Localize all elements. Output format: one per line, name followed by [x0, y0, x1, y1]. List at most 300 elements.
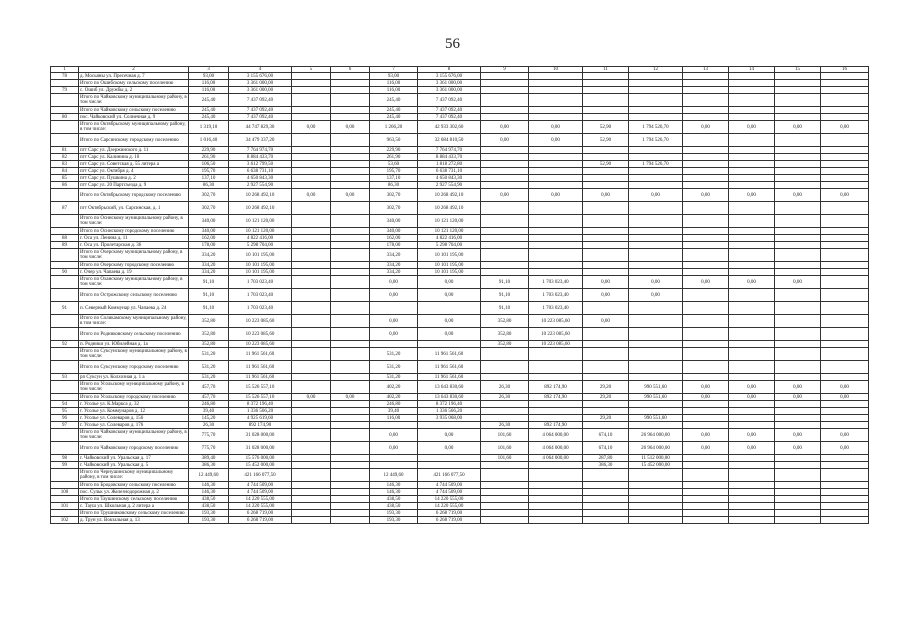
value-cell: [481, 462, 529, 469]
value-cell: 0,00: [729, 394, 775, 401]
value-cell: [729, 415, 775, 422]
value-cell: [629, 517, 683, 524]
value-cell: [683, 249, 729, 262]
value-cell: 457,70: [189, 381, 229, 394]
value-cell: [583, 262, 629, 269]
value-cell: [729, 361, 775, 374]
value-cell: [775, 302, 821, 315]
table-row: [51, 361, 869, 374]
value-cell: [729, 455, 775, 462]
value-cell: [292, 161, 331, 168]
value-cell: 261,90: [189, 154, 229, 161]
value-cell: 26,30: [481, 394, 529, 401]
value-cell: [629, 154, 683, 161]
value-cell: 302,70: [189, 202, 229, 215]
value-cell: [292, 134, 331, 147]
value-cell: [629, 341, 683, 348]
value-cell: [821, 489, 869, 496]
value-cell: 334,20: [370, 269, 418, 276]
value-cell: 302,70: [189, 189, 229, 202]
address-cell: г. Усолье ул. Коммунаров д. 12: [79, 408, 189, 415]
value-cell: [481, 482, 529, 489]
value-cell: [331, 489, 370, 496]
value-cell: [821, 422, 869, 429]
value-cell: 193,30: [370, 510, 418, 517]
table-row: [51, 489, 869, 496]
value-cell: 91,10: [189, 276, 229, 289]
value-cell: [529, 496, 583, 503]
table-row: [51, 242, 869, 249]
value-cell: [683, 107, 729, 114]
value-cell: [775, 361, 821, 374]
value-cell: 0,00: [529, 121, 583, 134]
value-cell: [629, 235, 683, 242]
value-cell: [583, 175, 629, 182]
value-cell: [331, 422, 370, 429]
value-cell: [583, 482, 629, 489]
address-cell: г. Оса ул. Ленина д. 11: [79, 235, 189, 242]
value-cell: [775, 289, 821, 302]
row-number-cell: 91: [51, 302, 79, 315]
value-cell: 352,80: [189, 328, 229, 341]
value-cell: [481, 175, 529, 182]
value-cell: [683, 87, 729, 94]
value-cell: 11 512 000,00: [629, 455, 683, 462]
value-cell: 7 437 092,40: [229, 107, 292, 114]
value-cell: 11 961 561,60: [229, 348, 292, 361]
value-cell: 8 884 433,70: [229, 154, 292, 161]
value-cell: 1 266,20: [370, 121, 418, 134]
value-cell: [331, 182, 370, 189]
value-cell: [729, 242, 775, 249]
value-cell: [821, 87, 869, 94]
value-cell: [775, 462, 821, 469]
value-cell: 340,00: [370, 215, 418, 228]
row-number-cell: [51, 469, 79, 482]
value-cell: 389,40: [189, 455, 229, 462]
value-cell: [821, 73, 869, 80]
value-cell: 4 650 843,30: [229, 175, 292, 182]
value-cell: 0,00: [775, 429, 821, 442]
value-cell: [629, 489, 683, 496]
value-cell: 402,20: [370, 381, 418, 394]
address-cell: пгт Сарс ул. Октября д. 4: [79, 168, 189, 175]
value-cell: [629, 182, 683, 189]
value-cell: [529, 202, 583, 215]
value-cell: 302,70: [370, 202, 418, 215]
value-cell: [583, 341, 629, 348]
value-cell: 0,00: [821, 394, 869, 401]
address-cell: г. Чайковский ул. Уральская д. 5: [79, 462, 189, 469]
address-cell: Итого по Осинскому муниципальному району, в том числе:: [79, 215, 189, 228]
value-cell: 116,00: [189, 80, 229, 87]
value-cell: 0,00: [629, 276, 683, 289]
value-cell: [775, 202, 821, 215]
value-cell: 4 744 509,00: [229, 482, 292, 489]
value-cell: [331, 341, 370, 348]
value-cell: [331, 415, 370, 422]
value-cell: 4 064 000,00: [529, 442, 583, 455]
value-cell: [481, 401, 529, 408]
value-cell: [481, 503, 529, 510]
value-cell: [775, 328, 821, 341]
value-cell: [529, 348, 583, 361]
address-cell: д. Мосьяны ул. Пресечная д. 7: [79, 73, 189, 80]
table-row: [51, 496, 869, 503]
value-cell: 4 650 843,30: [418, 175, 481, 182]
table-row: [51, 154, 869, 161]
value-cell: [629, 249, 683, 262]
row-number-cell: [51, 429, 79, 442]
value-cell: 6 268 719,00: [418, 510, 481, 517]
value-cell: 0,00: [683, 442, 729, 455]
value-cell: [729, 73, 775, 80]
value-cell: 39,40: [370, 408, 418, 415]
value-cell: 1 818 272,80: [418, 161, 481, 168]
value-cell: [775, 408, 821, 415]
value-cell: 195,70: [189, 168, 229, 175]
table-row: [51, 415, 869, 422]
row-number-cell: [51, 482, 79, 489]
value-cell: [775, 482, 821, 489]
row-number-cell: 80: [51, 114, 79, 121]
value-cell: [683, 289, 729, 302]
value-cell: [683, 482, 729, 489]
column-number: 16: [821, 67, 869, 73]
value-cell: 137,10: [370, 175, 418, 182]
value-cell: [370, 341, 418, 348]
value-cell: [529, 469, 583, 482]
address-cell: Итого по Бродовскому сельскому поселению: [79, 482, 189, 489]
address-cell: Итого по Октябрьскому городскому поселению: [79, 189, 189, 202]
value-cell: [583, 510, 629, 517]
value-cell: 1 016,40: [189, 134, 229, 147]
value-cell: [481, 408, 529, 415]
value-cell: 438,50: [370, 496, 418, 503]
value-cell: [481, 228, 529, 235]
value-cell: [529, 489, 583, 496]
value-cell: [775, 262, 821, 269]
value-cell: 531,20: [189, 374, 229, 381]
value-cell: 11 961 561,60: [229, 374, 292, 381]
value-cell: [529, 415, 583, 422]
value-cell: 0,00: [629, 289, 683, 302]
value-cell: [583, 168, 629, 175]
value-cell: 0,00: [729, 276, 775, 289]
value-cell: 1 336 566,20: [418, 408, 481, 415]
value-cell: 137,10: [189, 175, 229, 182]
value-cell: 674,10: [583, 442, 629, 455]
value-cell: [583, 374, 629, 381]
value-cell: [775, 517, 821, 524]
column-number: 9: [481, 67, 529, 73]
value-cell: [683, 175, 729, 182]
value-cell: 10 121 120,00: [229, 215, 292, 228]
value-cell: 0,00: [775, 394, 821, 401]
table-row: [51, 455, 869, 462]
value-cell: [292, 147, 331, 154]
address-cell: Итого по Трушниковскому сельскому поселению: [79, 510, 189, 517]
value-cell: 4 744 509,00: [229, 489, 292, 496]
value-cell: [481, 202, 529, 215]
value-cell: [629, 503, 683, 510]
value-cell: 352,80: [189, 315, 229, 328]
table-row: [51, 328, 869, 341]
value-cell: [331, 168, 370, 175]
address-cell: Итого по Чернушинскому муниципальному району, в том числе:: [79, 469, 189, 482]
value-cell: 0,00: [729, 429, 775, 442]
value-cell: [683, 315, 729, 328]
value-cell: [292, 242, 331, 249]
value-cell: [292, 361, 331, 374]
value-cell: 91,10: [189, 289, 229, 302]
value-cell: 352,80: [481, 315, 529, 328]
row-number-cell: [51, 262, 79, 269]
value-cell: [331, 215, 370, 228]
row-number-cell: [51, 394, 79, 401]
value-cell: 4 064 000,00: [529, 455, 583, 462]
value-cell: 4 064 000,00: [529, 429, 583, 442]
value-cell: [729, 401, 775, 408]
value-cell: 0,00: [775, 121, 821, 134]
column-number: 14: [729, 67, 775, 73]
table-row: [51, 442, 869, 455]
value-cell: 7 437 092,40: [229, 114, 292, 121]
value-cell: [292, 415, 331, 422]
value-cell: [729, 235, 775, 242]
value-cell: [583, 469, 629, 482]
value-cell: 0,00: [683, 429, 729, 442]
row-number-cell: 81: [51, 147, 79, 154]
value-cell: [629, 73, 683, 80]
value-cell: 892 174,90: [529, 394, 583, 401]
value-cell: [481, 242, 529, 249]
value-cell: 3 935 068,00: [418, 415, 481, 422]
value-cell: [529, 114, 583, 121]
value-cell: 10 223 085,60: [229, 341, 292, 348]
value-cell: 334,20: [370, 262, 418, 269]
table-row: [51, 215, 869, 228]
value-cell: [821, 147, 869, 154]
value-cell: [583, 202, 629, 215]
value-cell: [821, 328, 869, 341]
page-number: 56: [445, 36, 460, 52]
value-cell: [292, 517, 331, 524]
value-cell: [629, 361, 683, 374]
value-cell: 39,40: [189, 408, 229, 415]
value-cell: 14 220 555,00: [418, 496, 481, 503]
value-cell: [729, 94, 775, 107]
value-cell: [331, 249, 370, 262]
value-cell: [821, 154, 869, 161]
value-cell: [629, 496, 683, 503]
value-cell: 3 361 000,00: [418, 80, 481, 87]
value-cell: [821, 262, 869, 269]
value-cell: 26 964 000,00: [629, 429, 683, 442]
value-cell: [529, 249, 583, 262]
value-cell: [775, 80, 821, 87]
value-cell: [729, 341, 775, 348]
value-cell: 162,00: [189, 235, 229, 242]
value-cell: [683, 235, 729, 242]
value-cell: [292, 87, 331, 94]
value-cell: [629, 87, 683, 94]
value-cell: [775, 107, 821, 114]
value-cell: [629, 202, 683, 215]
value-cell: [683, 462, 729, 469]
value-cell: [683, 401, 729, 408]
table-row: [51, 517, 869, 524]
value-cell: [821, 215, 869, 228]
row-number-cell: 96: [51, 415, 79, 422]
value-cell: [583, 422, 629, 429]
value-cell: [292, 510, 331, 517]
value-cell: 13 643 830,60: [418, 381, 481, 394]
value-cell: 1 703 023,40: [529, 289, 583, 302]
value-cell: 52,90: [583, 121, 629, 134]
value-cell: [292, 503, 331, 510]
value-cell: 3 361 000,00: [229, 87, 292, 94]
value-cell: [629, 422, 683, 429]
value-cell: [331, 107, 370, 114]
value-cell: [418, 422, 481, 429]
address-cell: Итого по Чайковскому муниципальному району, в том числе:: [80, 430, 187, 441]
value-cell: [481, 489, 529, 496]
address-cell: пгт Сарс ул. Калинина д. 10: [79, 154, 189, 161]
value-cell: [331, 154, 370, 161]
value-cell: [529, 182, 583, 189]
address-cell: Итого по Чайковскому муниципальному району, в том числе:: [80, 95, 187, 106]
value-cell: [292, 269, 331, 276]
value-cell: [775, 401, 821, 408]
value-cell: [481, 94, 529, 107]
value-cell: [529, 482, 583, 489]
value-cell: 146,30: [370, 482, 418, 489]
value-cell: [292, 107, 331, 114]
value-cell: [292, 73, 331, 80]
value-cell: 0,00: [583, 315, 629, 328]
row-number-cell: [51, 80, 79, 87]
value-cell: [529, 168, 583, 175]
value-cell: [821, 408, 869, 415]
value-cell: 91,10: [481, 289, 529, 302]
table-row: [51, 408, 869, 415]
value-cell: 10 268 492,10: [418, 202, 481, 215]
value-cell: [292, 341, 331, 348]
value-cell: [821, 348, 869, 361]
row-number-cell: [51, 249, 79, 262]
value-cell: 246,80: [189, 401, 229, 408]
value-cell: [775, 503, 821, 510]
value-cell: [331, 496, 370, 503]
value-cell: 352,80: [481, 328, 529, 341]
value-cell: [775, 496, 821, 503]
value-cell: 0,00: [418, 429, 481, 442]
row-number-cell: 79: [51, 87, 79, 94]
value-cell: [683, 496, 729, 503]
value-cell: [629, 80, 683, 87]
value-cell: 34 479 337,20: [229, 134, 292, 147]
value-cell: [729, 348, 775, 361]
value-cell: [821, 269, 869, 276]
value-cell: [331, 361, 370, 374]
value-cell: [481, 262, 529, 269]
row-number-cell: [51, 381, 79, 394]
value-cell: 0,00: [370, 276, 418, 289]
value-cell: [729, 107, 775, 114]
value-cell: 1 703 023,40: [229, 289, 292, 302]
value-cell: [331, 462, 370, 469]
row-number-cell: 101: [51, 503, 79, 510]
value-cell: 0,00: [292, 121, 331, 134]
value-cell: [331, 482, 370, 489]
value-cell: [331, 315, 370, 328]
value-cell: 1 703 023,40: [229, 302, 292, 315]
value-cell: [292, 429, 331, 442]
value-cell: 11 961 561,60: [418, 361, 481, 374]
value-cell: 531,20: [189, 361, 229, 374]
value-cell: 86,30: [370, 182, 418, 189]
table-row: [51, 147, 869, 154]
value-cell: [821, 415, 869, 422]
table-row: [51, 262, 869, 269]
value-cell: [683, 80, 729, 87]
value-cell: [729, 202, 775, 215]
value-cell: [683, 215, 729, 228]
table-row: [51, 182, 869, 189]
value-cell: [583, 517, 629, 524]
value-cell: [775, 374, 821, 381]
value-cell: [821, 94, 869, 107]
value-cell: [629, 408, 683, 415]
value-cell: 193,30: [189, 510, 229, 517]
table-row: [51, 510, 869, 517]
value-cell: [292, 154, 331, 161]
value-cell: [683, 262, 729, 269]
value-cell: 674,10: [583, 429, 629, 442]
value-cell: [821, 182, 869, 189]
value-cell: [683, 455, 729, 462]
value-cell: 0,00: [481, 189, 529, 202]
value-cell: [629, 401, 683, 408]
value-cell: 261,90: [370, 154, 418, 161]
address-cell: Итого по Усольскому муниципальному району, в том числе:: [79, 381, 189, 394]
table-row: [51, 374, 869, 381]
value-cell: 892 174,90: [229, 422, 292, 429]
value-cell: 421 166 077,50: [418, 469, 481, 482]
value-cell: 340,00: [189, 215, 229, 228]
value-cell: [292, 235, 331, 242]
value-cell: [331, 442, 370, 455]
value-cell: 0,00: [729, 121, 775, 134]
value-cell: [331, 374, 370, 381]
value-cell: [331, 302, 370, 315]
address-cell: Итого по Очерскому муниципальному району, в том числе:: [79, 249, 189, 262]
row-number-cell: [51, 189, 79, 202]
value-cell: 0,00: [292, 394, 331, 401]
value-cell: [683, 341, 729, 348]
value-cell: [481, 249, 529, 262]
value-cell: [729, 510, 775, 517]
value-cell: [821, 462, 869, 469]
value-cell: [821, 510, 869, 517]
value-cell: [775, 73, 821, 80]
value-cell: 6 268 719,00: [229, 510, 292, 517]
value-cell: 0,00: [292, 189, 331, 202]
value-cell: [729, 496, 775, 503]
value-cell: [683, 228, 729, 235]
table-row: [51, 189, 869, 202]
